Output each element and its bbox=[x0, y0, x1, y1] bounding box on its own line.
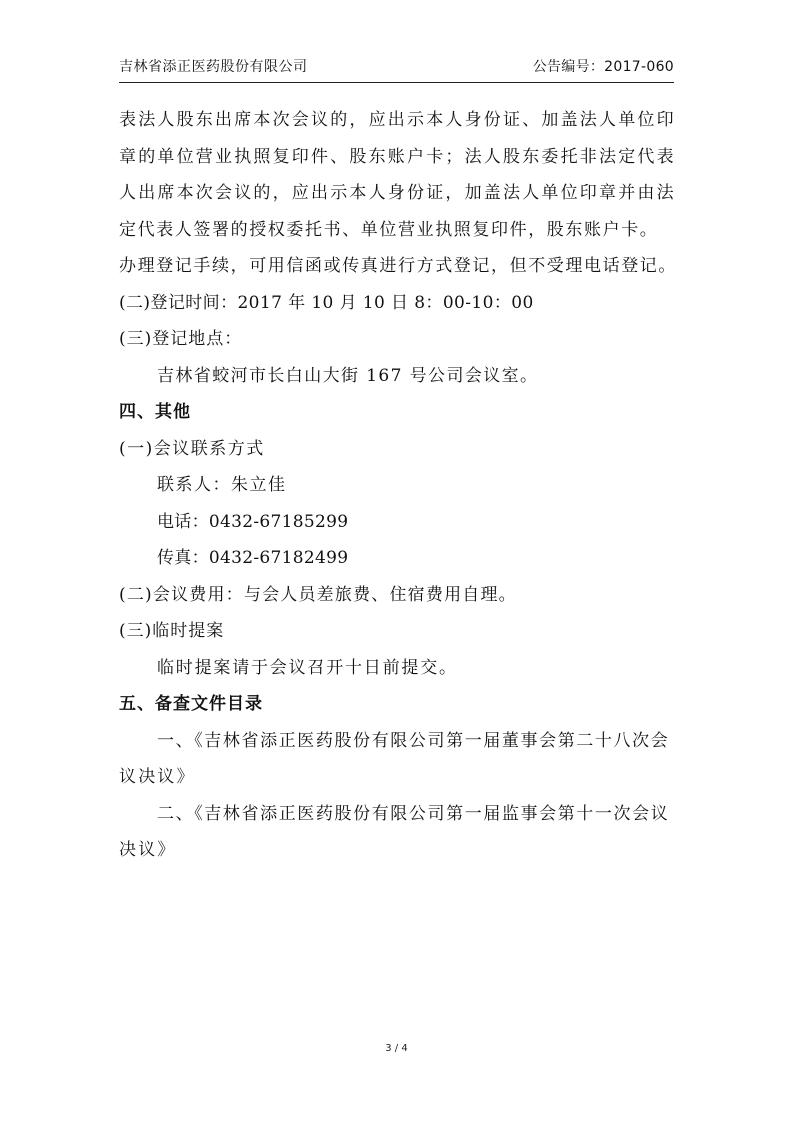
section-heading-other: 四、其他 bbox=[119, 402, 191, 422]
section-heading-documents: 五、备查文件目录 bbox=[119, 694, 263, 714]
document-item-2: 二、《吉林省添正医药股份有限公司第一届监事会第十一次会议 bbox=[157, 803, 670, 824]
paragraph-line: 定代表人签署的授权委托书、单位营业执照复印件，股东账户卡。 bbox=[119, 219, 659, 240]
paragraph-line: 章的单位营业执照复印件、股东账户卡；法人股东委托非法定代表 bbox=[119, 146, 676, 167]
registration-time: (二)登记时间：2017 年 10 月 10 日 8：00-10：00 bbox=[119, 292, 534, 313]
contact-fax: 传真：0432-67182499 bbox=[157, 548, 349, 568]
page-header bbox=[119, 56, 674, 83]
proposal-text: 临时提案请于会议召开十日前提交。 bbox=[157, 657, 458, 678]
paragraph-line: 办理登记手续，可用信函或传真进行方式登记，但不受理电话登记。 bbox=[119, 256, 677, 276]
registration-place: 吉林省蛟河市长白山大街 167 号公司会议室。 bbox=[157, 365, 539, 386]
meeting-expenses: (二)会议费用：与会人员差旅费、住宿费用自理。 bbox=[119, 584, 517, 605]
paragraph-line: 表法人股东出席本次会议的，应出示本人身份证、加盖法人单位印 bbox=[119, 110, 676, 130]
announcement-number: 公告编号：2017-060 bbox=[532, 59, 674, 75]
paragraph-line: 人出席本次会议的，应出示本人身份证，加盖法人单位印章并由法 bbox=[119, 183, 676, 203]
document-item-1-cont: 议决议》 bbox=[119, 767, 196, 787]
page-number: 3 / 4 bbox=[385, 1043, 408, 1054]
document-item-1: 一、《吉林省添正医药股份有限公司第一届董事会第二十八次会 bbox=[157, 730, 670, 751]
company-name: 吉林省添正医药股份有限公司 bbox=[119, 59, 308, 75]
contact-phone: 电话：0432-67185299 bbox=[157, 511, 349, 532]
contact-person: 联系人：朱立佳 bbox=[157, 475, 287, 495]
document-item-2-cont: 决议》 bbox=[119, 840, 177, 860]
document-body bbox=[119, 102, 675, 869]
contact-label: (一)会议联系方式 bbox=[119, 438, 265, 459]
registration-place-label: (三)登记地点： bbox=[119, 329, 243, 349]
proposal-label: (三)临时提案 bbox=[119, 621, 225, 641]
